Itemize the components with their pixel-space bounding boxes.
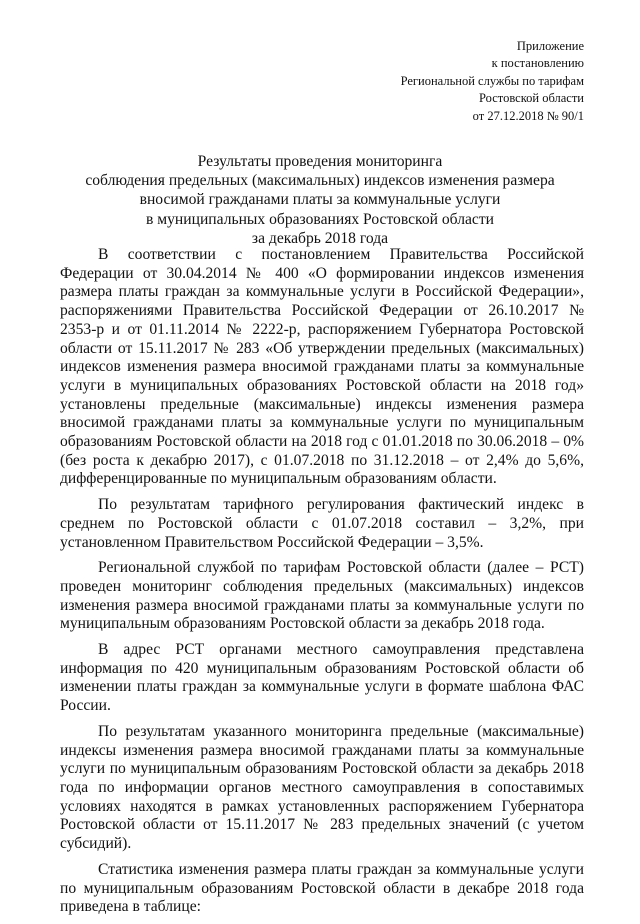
body-paragraph: По результатам тарифного регулирования фактический индекс в среднем по Ростовской области с 01.07.2018 составил – 3,2%, при установленном Правительством Российской Федерации – 3,5%. [60,496,584,551]
appendix-line: Приложение [516,39,584,53]
appendix-line: к постановлению [491,56,584,71]
title-line: вносимой гражданами платы за коммунальные услуги [139,191,501,209]
title-line: в муниципальных образованиях Ростовской области [145,210,494,228]
appendix-header [401,38,584,125]
appendix-line: от 27.12.2018 № 90/1 [472,108,584,123]
title-line: Результаты проведения мониторинга [197,153,443,170]
appendix-line: Региональной службы по тарифам [400,73,584,88]
appendix-line: Ростовской области [479,91,584,106]
document-body [60,246,584,924]
body-paragraph: Статистика изменения размера платы граждан за коммунальные услуги по муниципальным образованиям Ростовской области в декабре 2018 года приведена в таблице: [60,860,584,916]
body-paragraph: Региональной службой по тарифам Ростовской области (далее – РСТ) проведен мониторинг соблюдения предельных (максимальных) индексов изменения размера вносимой гражданами платы за коммунальные услуги по муниципальным образованиям Ростовской области за декабрь 2018 года. [60,559,584,633]
title-line: за декабрь 2018 года [251,229,389,247]
body-paragraph: В соответствии с постановлением Правительства Российской Федерации от 30.04.2014 № 400 «О формировании индексов изменения размера платы граждан за коммунальные услуги в Российской Федерации», распоряжениями Правительства Российской Федерации от 26.10.2017 № 2353-р и от 01.11.2014 № 2222-р, распоряжением Губернатора Ростовской области от 15.11.2017 № 283 «Об утверждении предельных (максимальных) индексов изменения размера вносимой гражданами платы за коммунальные услуги в муниципальных образованиях Ростовской области на 2018 год» установлены предельные (максимальные) индексы изменения размера вносимой гражданами платы за коммунальные услуги по муниципальным образованиям Ростовской области на 2018 год с 01.01.2018 по 30.06.2018 – 0% (без роста к декабрю 2017), с 01.07.2018 по 31.12.2018 – от 2,4% до 5,6%, дифференцированные по муниципальным образованиям области. [60,246,584,488]
title-line: соблюдения предельных (максимальных) индексов изменения размера [85,172,555,190]
document-title [60,152,580,248]
body-paragraph: По результатам указанного мониторинга предельные (максимальные) индексы изменения размера вносимой гражданами платы за коммунальные услуги по муниципальным образованиям Ростовской области за декабрь 2018 года по информации органов местного самоуправления в сопоставимых условиях находятся в рамках установленных распоряжением Губернатора Ростовской области от 15.11.2017 № 283 предельных значений (с учетом субсидий). [60,722,584,853]
body-paragraph: В адрес РСТ органами местного самоуправления представлена информация по 420 муниципальным образованиям Ростовской области об изменении платы граждан за коммунальные услуги в формате шаблона ФАС России. [60,641,584,715]
